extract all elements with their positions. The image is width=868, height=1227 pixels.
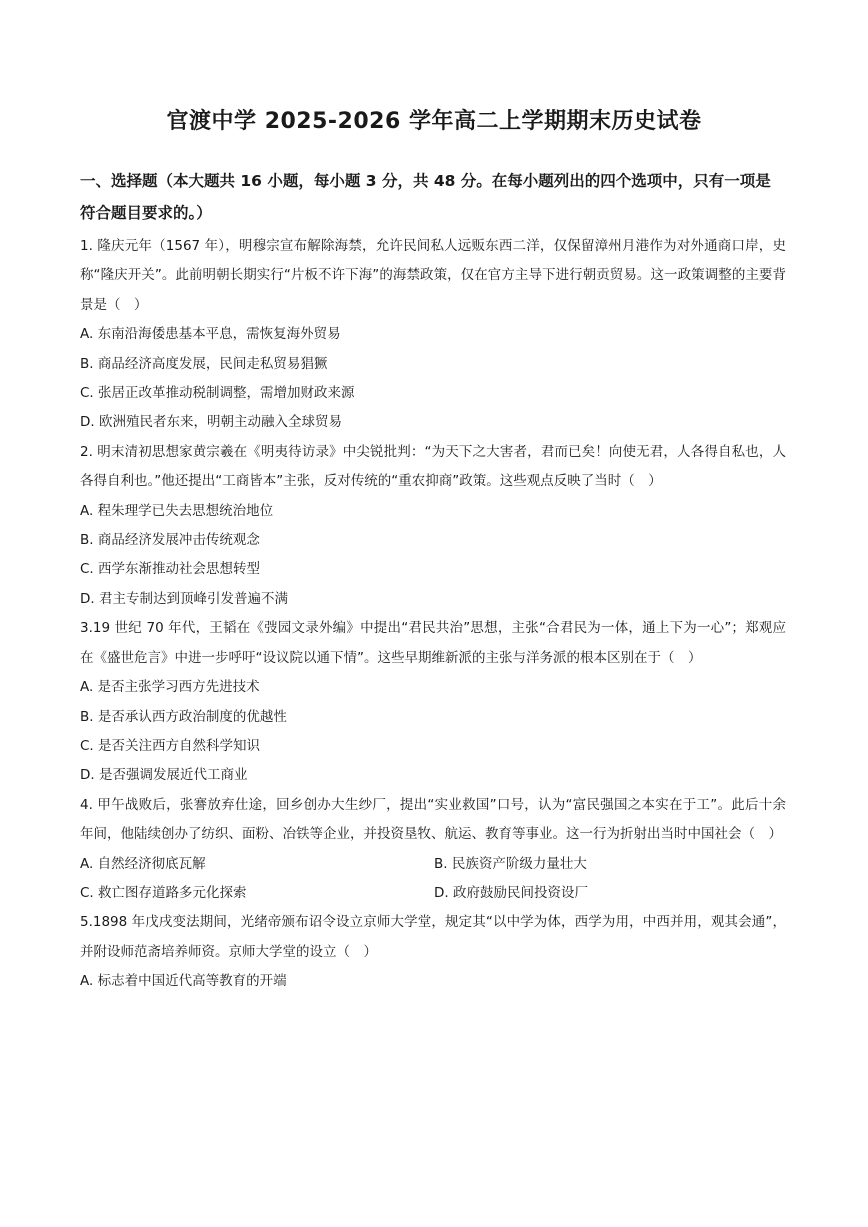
section-heading: 一、选择题（本大题共 16 小题，每小题 3 分，共 48 分。在每小题列出的四个选项中，只有一项是符合题目要求的。） <box>80 172 771 222</box>
option-row <box>80 850 786 879</box>
question-1 <box>80 232 786 438</box>
question-5 <box>80 908 786 996</box>
question-stem: 2. 明末清初思想家黄宗羲在《明夷待访录》中尖锐批判：“为天下之大害者，君而已矣！向使无君，人各得自私也，人各得自利也。”他还提出“工商皆本”主张，反对传统的“重农抑商”政策。这些观点反映了当时（ ） <box>80 443 786 490</box>
option-b: B. 商品经济高度发展，民间走私贸易猖獗 <box>80 355 328 372</box>
option-b: B. 是否承认西方政治制度的优越性 <box>80 708 287 725</box>
option-a: A. 是否主张学习西方先进技术 <box>80 679 260 696</box>
option-c: C. 救亡图存道路多元化探索 <box>80 884 247 901</box>
option-c: C. 西学东渐推动社会思想转型 <box>80 561 261 578</box>
question-4 <box>80 791 786 909</box>
option-c: C. 是否关注西方自然科学知识 <box>80 737 261 754</box>
option-a: A. 标志着中国近代高等教育的开端 <box>80 973 287 990</box>
question-3 <box>80 614 786 790</box>
option-b: B. 民族资产阶级力量壮大 <box>434 855 587 872</box>
question-2 <box>80 438 786 614</box>
option-a: A. 自然经济彻底瓦解 <box>80 855 206 872</box>
question-stem: 4. 甲午战败后，张謇放弃仕途，回乡创办大生纱厂，提出“实业救国”口号，认为“富民强国之本实在于工”。此后十余年间，他陆续创办了纺织、面粉、冶铁等企业，并投资垦牧、航运、教育等事业。这一行为折射出当时中国社会（ ） <box>80 796 786 843</box>
question-stem: 3.19 世纪 70 年代，王韬在《弢园文录外编》中提出“君民共治”思想，主张“合君民为一体，通上下为一心”；郑观应在《盛世危言》中进一步呼吁“设议院以通下情”。这些早期维新派的主张与洋务派的根本区别在于（ ） <box>80 620 786 666</box>
option-b: B. 商品经济发展冲击传统观念 <box>80 532 260 549</box>
option-d: D. 政府鼓励民间投资设厂 <box>434 884 588 901</box>
question-stem: 1. 隆庆元年（1567 年），明穆宗宣布解除海禁，允许民间私人远贩东西二洋，仅保留漳州月港作为对外通商口岸，史称“隆庆开关”。此前明朝长期实行“片板不许下海”的海禁政策，仅在官方主导下进行朝贡贸易。这一政策调整的主要背景是（ ） <box>80 238 786 313</box>
question-list <box>80 232 786 997</box>
option-c: C. 张居正改革推动税制调整，需增加财政来源 <box>80 385 355 402</box>
option-d: D. 君主专制达到顶峰引发普遍不满 <box>80 590 288 607</box>
option-d: D. 欧洲殖民者东来，明朝主动融入全球贸易 <box>80 414 342 431</box>
option-d: D. 是否强调发展近代工商业 <box>80 767 248 784</box>
question-stem: 5.1898 年戊戌变法期间，光绪帝颁布诏令设立京师大学堂，规定其“以中学为体，西学为用，中西并用，观其会通”，并附设师范斋培养师资。京师大学堂的设立（ ） <box>80 914 786 960</box>
option-row <box>80 879 786 908</box>
option-a: A. 东南沿海倭患基本平息，需恢复海外贸易 <box>80 326 341 343</box>
page-title: 官渡中学 2025-2026 学年高二上学期期末历史试卷 <box>166 109 702 134</box>
option-a: A. 程朱理学已失去思想统治地位 <box>80 502 274 519</box>
